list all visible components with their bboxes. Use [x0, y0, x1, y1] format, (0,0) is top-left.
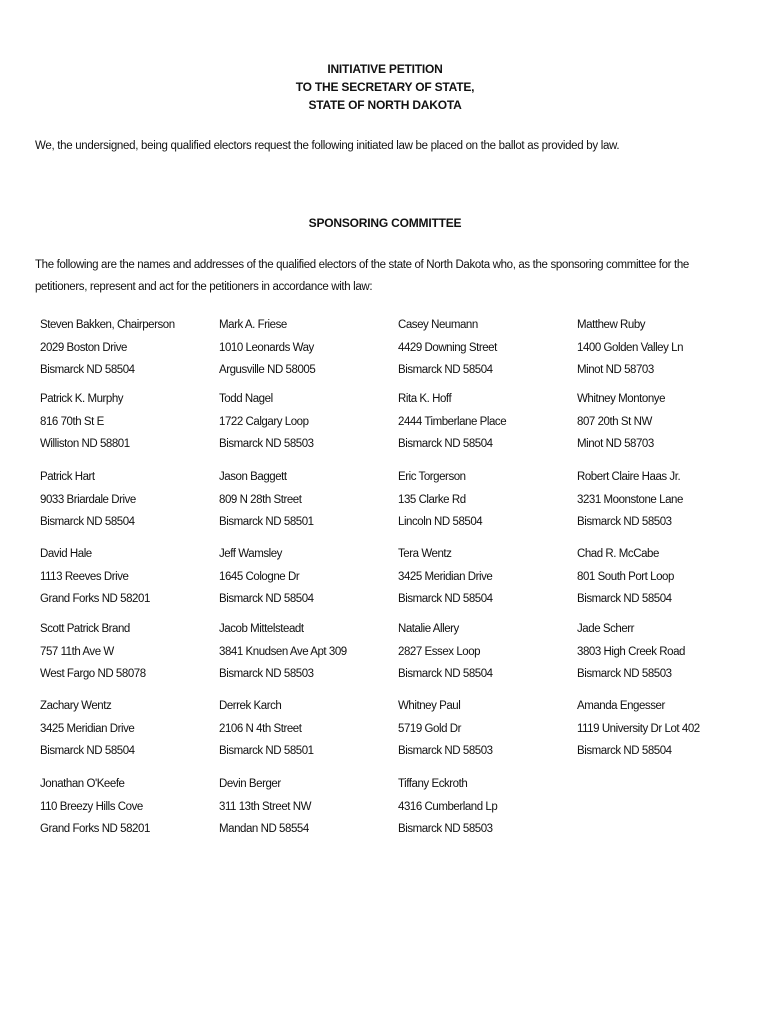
header-state: STATE OF NORTH DAKOTA	[308, 98, 462, 112]
committee-member	[398, 543, 573, 611]
member-street: 801 South Port Loop	[577, 570, 674, 583]
member-city: Lincoln ND 58504	[398, 516, 483, 528]
member-city: Williston ND 58801	[40, 438, 130, 450]
member-street: 110 Breezy Hills Cove	[40, 800, 143, 813]
member-name: Robert Claire Haas Jr.	[577, 471, 681, 483]
member-city: West Fargo ND 58078	[40, 668, 146, 680]
member-name: Amanda Engesser	[577, 700, 665, 712]
member-street: 807 20th St NW	[577, 415, 652, 428]
committee-member	[219, 695, 394, 763]
member-city: Bismarck ND 58501	[219, 745, 314, 757]
member-street: 135 Clarke Rd	[398, 493, 466, 506]
member-street: 2827 Essex Loop	[398, 645, 481, 658]
committee-member	[398, 773, 573, 841]
intro-statement: We, the undersigned, being qualified electors request the following initiated law be placed on the ballot as provided by law.	[35, 140, 620, 152]
member-city: Bismarck ND 58503	[219, 668, 314, 680]
member-street: 2029 Boston Drive	[40, 341, 127, 354]
member-name: Casey Neumann	[398, 319, 478, 331]
member-name: Steven Bakken, Chairperson	[40, 319, 175, 331]
member-city: Minot ND 58703	[577, 438, 654, 450]
member-city: Bismarck ND 58504	[40, 516, 135, 528]
member-street: 809 N 28th Street	[219, 493, 302, 506]
committee-member	[219, 773, 394, 841]
member-name: Natalie Allery	[398, 623, 459, 635]
member-name: Matthew Ruby	[577, 319, 646, 331]
member-name: Patrick Hart	[40, 471, 95, 483]
committee-member	[398, 388, 573, 456]
member-city: Bismarck ND 58503	[398, 745, 493, 757]
committee-member	[577, 618, 752, 686]
member-street: 4316 Cumberland Lp	[398, 800, 498, 813]
committee-member	[398, 466, 573, 534]
header-title: INITIATIVE PETITION	[327, 62, 443, 76]
member-street: 1645 Cologne Dr	[219, 570, 300, 583]
committee-member	[219, 466, 394, 534]
member-name: Jade Scherr	[577, 623, 635, 635]
committee-member	[40, 466, 215, 534]
member-name: David Hale	[40, 548, 92, 560]
member-name: Whitney Montonye	[577, 393, 666, 405]
committee-member	[577, 695, 752, 763]
member-name: Zachary Wentz	[40, 700, 112, 712]
member-street: 757 11th Ave W	[40, 645, 114, 658]
member-city: Bismarck ND 58503	[577, 668, 672, 680]
member-city: Mandan ND 58554	[219, 823, 309, 835]
member-street: 1119 University Dr Lot 402	[577, 722, 700, 735]
member-city: Argusville ND 58005	[219, 364, 316, 376]
member-city: Bismarck ND 58503	[577, 516, 672, 528]
member-street: 5719 Gold Dr	[398, 722, 461, 735]
member-street: 1722 Calgary Loop	[219, 415, 309, 428]
member-city: Minot ND 58703	[577, 364, 654, 376]
committee-member	[219, 543, 394, 611]
member-name: Todd Nagel	[219, 393, 273, 405]
committee-member	[577, 314, 752, 382]
committee-member	[398, 695, 573, 763]
member-city: Grand Forks ND 58201	[40, 593, 150, 605]
member-name: Jason Baggett	[219, 471, 287, 483]
committee-member	[398, 314, 573, 382]
member-street: 816 70th St E	[40, 415, 104, 428]
member-name: Jacob Mittelsteadt	[219, 623, 304, 635]
member-street: 2106 N 4th Street	[219, 722, 302, 735]
member-name: Patrick K. Murphy	[40, 393, 124, 405]
member-city: Bismarck ND 58503	[219, 438, 314, 450]
member-city: Bismarck ND 58503	[398, 823, 493, 835]
member-city: Bismarck ND 58504	[40, 364, 135, 376]
committee-description: The following are the names and addresses of the qualified electors of the state of North Dakota who, as the sponsoring committee for the petitioners, represent and act for the petitioners in accordance with law:	[35, 259, 689, 293]
committee-member	[40, 543, 215, 611]
committee-member	[219, 388, 394, 456]
member-name: Jeff Wamsley	[219, 548, 282, 560]
member-street: 9033 Briardale Drive	[40, 493, 136, 506]
member-street: 3425 Meridian Drive	[40, 722, 135, 735]
committee-member	[398, 618, 573, 686]
committee-member	[40, 618, 215, 686]
member-city: Bismarck ND 58504	[577, 745, 672, 757]
committee-heading: SPONSORING COMMITTEE	[308, 216, 462, 230]
header-addressee: TO THE SECRETARY OF STATE,	[295, 80, 475, 94]
member-city: Grand Forks ND 58201	[40, 823, 150, 835]
member-name: Eric Torgerson	[398, 471, 466, 483]
member-city: Bismarck ND 58504	[40, 745, 135, 757]
member-name: Jonathan O'Keefe	[40, 778, 125, 790]
member-city: Bismarck ND 58501	[219, 516, 314, 528]
committee-member	[40, 388, 215, 456]
committee-member	[40, 314, 215, 382]
committee-member	[577, 543, 752, 611]
member-city: Bismarck ND 58504	[577, 593, 672, 605]
member-name: Rita K. Hoff	[398, 393, 452, 405]
member-name: Tiffany Eckroth	[398, 778, 468, 790]
member-city: Bismarck ND 58504	[398, 593, 493, 605]
member-street: 1113 Reeves Drive	[40, 570, 129, 583]
committee-member	[40, 773, 215, 841]
committee-member	[577, 388, 752, 456]
committee-member	[219, 618, 394, 686]
petition-header	[0, 60, 770, 114]
member-street: 1400 Golden Valley Ln	[577, 341, 684, 354]
member-name: Whitney Paul	[398, 700, 461, 712]
member-city: Bismarck ND 58504	[398, 364, 493, 376]
member-name: Chad R. McCabe	[577, 548, 659, 560]
member-street: 3803 High Creek Road	[577, 645, 685, 658]
committee-member	[219, 314, 394, 382]
member-street: 3841 Knudsen Ave Apt 309	[219, 645, 347, 658]
member-name: Scott Patrick Brand	[40, 623, 130, 635]
member-name: Devin Berger	[219, 778, 281, 790]
committee-member	[40, 695, 215, 763]
committee-member	[577, 466, 752, 534]
member-name: Derrek Karch	[219, 700, 282, 712]
member-city: Bismarck ND 58504	[398, 438, 493, 450]
member-city: Bismarck ND 58504	[219, 593, 314, 605]
member-name: Tera Wentz	[398, 548, 452, 560]
member-street: 311 13th Street NW	[219, 800, 312, 813]
member-city: Bismarck ND 58504	[398, 668, 493, 680]
member-street: 1010 Leonards Way	[219, 341, 314, 354]
member-street: 4429 Downing Street	[398, 341, 497, 354]
member-name: Mark A. Friese	[219, 319, 287, 331]
member-street: 2444 Timberlane Place	[398, 415, 507, 428]
member-street: 3231 Moonstone Lane	[577, 493, 683, 506]
member-street: 3425 Meridian Drive	[398, 570, 493, 583]
